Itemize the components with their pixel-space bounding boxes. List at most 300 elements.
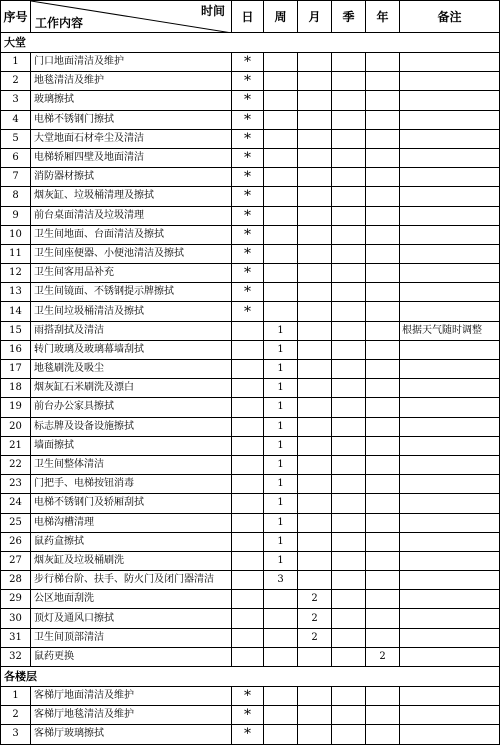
header-task: 工作内容 (35, 16, 84, 30)
row-day (232, 571, 264, 590)
row-month (298, 494, 332, 513)
row-note (400, 53, 500, 72)
row-number: 13 (1, 283, 31, 302)
row-number: 19 (1, 398, 31, 417)
row-week (264, 72, 298, 91)
table-row (1, 283, 500, 302)
row-day: * (232, 148, 264, 167)
row-number: 3 (1, 91, 31, 110)
table-row (1, 225, 500, 244)
row-note (400, 417, 500, 436)
row-day (232, 321, 264, 340)
row-day: * (232, 283, 264, 302)
row-task: 烟灰缸石米刷洗及漂白 (31, 379, 232, 398)
row-year (366, 706, 400, 725)
row-month (298, 187, 332, 206)
row-year (366, 53, 400, 72)
row-task: 卫生间座便器、小便池清洁及擦拭 (31, 244, 232, 263)
row-note (400, 168, 500, 187)
row-week (264, 687, 298, 706)
row-task: 烟灰缸、垃圾桶清理及擦拭 (31, 187, 232, 206)
row-number: 32 (1, 647, 31, 666)
section-header-row (1, 667, 500, 687)
row-year (366, 455, 400, 474)
row-number: 5 (1, 129, 31, 148)
row-number: 4 (1, 110, 31, 129)
row-number: 10 (1, 225, 31, 244)
row-task: 客梯厅地面清洁及维护 (31, 687, 232, 706)
row-task: 卫生间镜面、不锈钢提示牌擦拭 (31, 283, 232, 302)
row-task: 步行梯台阶、扶手、防火门及闭门器清洁 (31, 571, 232, 590)
table-row (1, 264, 500, 283)
row-note (400, 455, 500, 474)
row-note (400, 398, 500, 417)
row-year (366, 532, 400, 551)
row-task: 电梯不锈钢门擦拭 (31, 110, 232, 129)
row-day: * (232, 264, 264, 283)
row-number: 8 (1, 187, 31, 206)
row-quarter (332, 532, 366, 551)
row-week (264, 302, 298, 321)
row-month (298, 532, 332, 551)
row-year (366, 72, 400, 91)
table-row (1, 187, 500, 206)
row-number: 30 (1, 609, 31, 628)
table-row (1, 494, 500, 513)
table-row (1, 148, 500, 167)
table-row (1, 647, 500, 666)
row-week: 1 (264, 398, 298, 417)
row-year (366, 244, 400, 263)
table-row (1, 725, 500, 744)
row-year (366, 551, 400, 570)
row-note (400, 206, 500, 225)
row-month (298, 687, 332, 706)
row-task: 卫生间垃圾桶清洁及擦拭 (31, 302, 232, 321)
row-number: 2 (1, 72, 31, 91)
row-year (366, 168, 400, 187)
row-quarter (332, 321, 366, 340)
table-body (1, 33, 500, 745)
header-month: 月 (298, 1, 332, 33)
row-task: 卫生间地面、台面清洁及擦拭 (31, 225, 232, 244)
row-year (366, 340, 400, 359)
row-note (400, 513, 500, 532)
row-quarter (332, 725, 366, 744)
row-week (264, 148, 298, 167)
table-row (1, 628, 500, 647)
row-year (366, 91, 400, 110)
table-row (1, 532, 500, 551)
row-task: 电梯沟槽清理 (31, 513, 232, 532)
row-task: 大堂地面石材牵尘及清洁 (31, 129, 232, 148)
row-week: 1 (264, 417, 298, 436)
row-month (298, 168, 332, 187)
row-week: 1 (264, 513, 298, 532)
row-year (366, 206, 400, 225)
row-number: 31 (1, 628, 31, 647)
row-task: 鼠药更换 (31, 647, 232, 666)
row-number: 28 (1, 571, 31, 590)
table-row (1, 455, 500, 474)
header-time-task (31, 1, 232, 33)
row-month (298, 110, 332, 129)
row-month (298, 91, 332, 110)
row-day (232, 475, 264, 494)
header-week: 周 (264, 1, 298, 33)
row-note (400, 302, 500, 321)
table-row (1, 53, 500, 72)
table-row (1, 340, 500, 359)
table-row (1, 72, 500, 91)
row-number: 6 (1, 148, 31, 167)
row-day (232, 628, 264, 647)
row-week: 1 (264, 321, 298, 340)
row-quarter (332, 475, 366, 494)
row-day: * (232, 706, 264, 725)
row-day (232, 455, 264, 474)
row-number: 15 (1, 321, 31, 340)
row-note (400, 725, 500, 744)
table-row (1, 551, 500, 570)
row-day (232, 494, 264, 513)
table-row (1, 417, 500, 436)
row-week: 1 (264, 551, 298, 570)
row-month: 2 (298, 628, 332, 647)
header-year: 年 (366, 1, 400, 33)
row-note (400, 264, 500, 283)
row-number: 21 (1, 436, 31, 455)
row-week (264, 244, 298, 263)
table-row (1, 91, 500, 110)
row-year (366, 725, 400, 744)
row-day: * (232, 187, 264, 206)
table-row (1, 436, 500, 455)
row-year (366, 264, 400, 283)
row-day: * (232, 687, 264, 706)
row-task: 卫生间客用品补充 (31, 264, 232, 283)
row-number: 16 (1, 340, 31, 359)
row-month (298, 340, 332, 359)
row-quarter (332, 264, 366, 283)
table-row (1, 302, 500, 321)
row-task: 转门玻璃及玻璃幕墙刮拭 (31, 340, 232, 359)
row-month (298, 725, 332, 744)
row-month (298, 264, 332, 283)
row-quarter (332, 590, 366, 609)
row-quarter (332, 609, 366, 628)
row-quarter (332, 360, 366, 379)
table-row (1, 206, 500, 225)
row-task: 公区地面刮洗 (31, 590, 232, 609)
row-day: * (232, 53, 264, 72)
row-number: 17 (1, 360, 31, 379)
row-year (366, 436, 400, 455)
row-year (366, 590, 400, 609)
row-task: 卫生间顶部清洁 (31, 628, 232, 647)
row-month (298, 436, 332, 455)
row-year (366, 110, 400, 129)
row-quarter (332, 244, 366, 263)
row-year (366, 475, 400, 494)
table-row (1, 475, 500, 494)
row-year (366, 417, 400, 436)
row-week (264, 628, 298, 647)
row-task: 地毯刷洗及吸尘 (31, 360, 232, 379)
row-year (366, 321, 400, 340)
row-month (298, 571, 332, 590)
row-year (366, 687, 400, 706)
row-task: 标志牌及设备设施擦拭 (31, 417, 232, 436)
row-number: 29 (1, 590, 31, 609)
row-month (298, 53, 332, 72)
row-number: 1 (1, 687, 31, 706)
row-week (264, 283, 298, 302)
row-task: 电梯不锈钢门及轿厢刮拭 (31, 494, 232, 513)
section-title: 大堂 (1, 33, 500, 53)
table-row (1, 129, 500, 148)
row-week: 1 (264, 379, 298, 398)
header-quarter: 季 (332, 1, 366, 33)
row-task: 雨搭刮拭及清洁 (31, 321, 232, 340)
row-week: 1 (264, 455, 298, 474)
row-year (366, 302, 400, 321)
row-quarter (332, 551, 366, 570)
row-quarter (332, 187, 366, 206)
row-note (400, 647, 500, 666)
row-quarter (332, 436, 366, 455)
row-quarter (332, 129, 366, 148)
table-row (1, 244, 500, 263)
row-week (264, 706, 298, 725)
row-month (298, 129, 332, 148)
table-row (1, 590, 500, 609)
row-note (400, 91, 500, 110)
row-week (264, 647, 298, 666)
row-month (298, 647, 332, 666)
row-week: 1 (264, 532, 298, 551)
row-month (298, 475, 332, 494)
row-day (232, 513, 264, 532)
row-month (298, 72, 332, 91)
row-week: 1 (264, 494, 298, 513)
row-week (264, 725, 298, 744)
row-day: * (232, 302, 264, 321)
row-quarter (332, 628, 366, 647)
row-day (232, 436, 264, 455)
row-note (400, 609, 500, 628)
row-quarter (332, 398, 366, 417)
row-month (298, 360, 332, 379)
row-week: 1 (264, 340, 298, 359)
row-quarter (332, 687, 366, 706)
row-day: * (232, 168, 264, 187)
row-year (366, 513, 400, 532)
row-year: 2 (366, 647, 400, 666)
row-quarter (332, 206, 366, 225)
row-month (298, 551, 332, 570)
row-note: 根据天气随时调整 (400, 321, 500, 340)
row-day (232, 532, 264, 551)
row-quarter (332, 647, 366, 666)
row-note (400, 379, 500, 398)
row-quarter (332, 571, 366, 590)
row-task: 顶灯及通风口擦拭 (31, 609, 232, 628)
row-task: 卫生间整体清洁 (31, 455, 232, 474)
row-number: 12 (1, 264, 31, 283)
row-day (232, 417, 264, 436)
row-note (400, 72, 500, 91)
row-day: * (232, 72, 264, 91)
row-number: 11 (1, 244, 31, 263)
row-month (298, 321, 332, 340)
row-note (400, 532, 500, 551)
row-task: 前台桌面清洁及垃圾清理 (31, 206, 232, 225)
row-quarter (332, 168, 366, 187)
row-task: 地毯清洁及维护 (31, 72, 232, 91)
row-week (264, 264, 298, 283)
row-note (400, 148, 500, 167)
row-day (232, 551, 264, 570)
row-day: * (232, 244, 264, 263)
row-month (298, 706, 332, 725)
table-row (1, 706, 500, 725)
row-month (298, 283, 332, 302)
table-row (1, 571, 500, 590)
row-quarter (332, 340, 366, 359)
row-week (264, 206, 298, 225)
row-quarter (332, 72, 366, 91)
row-year (366, 225, 400, 244)
row-quarter (332, 110, 366, 129)
row-day (232, 609, 264, 628)
row-number: 22 (1, 455, 31, 474)
row-week (264, 129, 298, 148)
row-day: * (232, 91, 264, 110)
row-quarter (332, 91, 366, 110)
row-note (400, 187, 500, 206)
row-month (298, 513, 332, 532)
row-task: 客梯厅地毯清洁及维护 (31, 706, 232, 725)
row-day (232, 360, 264, 379)
row-number: 27 (1, 551, 31, 570)
row-month: 2 (298, 609, 332, 628)
header-seq: 序号 (1, 1, 31, 33)
row-year (366, 609, 400, 628)
row-month (298, 417, 332, 436)
row-month (298, 379, 332, 398)
row-day: * (232, 725, 264, 744)
row-quarter (332, 379, 366, 398)
row-quarter (332, 494, 366, 513)
row-task: 门口地面清洁及维护 (31, 53, 232, 72)
row-task: 玻璃擦拭 (31, 91, 232, 110)
row-week (264, 590, 298, 609)
row-task: 消防器材擦拭 (31, 168, 232, 187)
row-task: 电梯轿厢四壁及地面清洁 (31, 148, 232, 167)
row-week: 1 (264, 360, 298, 379)
row-week: 1 (264, 436, 298, 455)
header-time: 时间 (200, 4, 225, 18)
row-month (298, 244, 332, 263)
row-note (400, 571, 500, 590)
row-number: 18 (1, 379, 31, 398)
row-note (400, 436, 500, 455)
row-week: 1 (264, 475, 298, 494)
row-number: 23 (1, 475, 31, 494)
row-number: 20 (1, 417, 31, 436)
row-day (232, 590, 264, 609)
row-number: 9 (1, 206, 31, 225)
row-week (264, 53, 298, 72)
section-header-row (1, 33, 500, 53)
row-note (400, 475, 500, 494)
section-title: 各楼层 (1, 667, 500, 687)
row-year (366, 398, 400, 417)
row-day: * (232, 110, 264, 129)
row-number: 1 (1, 53, 31, 72)
row-quarter (332, 302, 366, 321)
row-week (264, 609, 298, 628)
row-quarter (332, 455, 366, 474)
row-day (232, 647, 264, 666)
table-row (1, 687, 500, 706)
row-note (400, 628, 500, 647)
row-day: * (232, 206, 264, 225)
row-note (400, 360, 500, 379)
row-note (400, 687, 500, 706)
row-quarter (332, 706, 366, 725)
row-number: 7 (1, 168, 31, 187)
row-month (298, 206, 332, 225)
row-week (264, 168, 298, 187)
row-day (232, 340, 264, 359)
row-quarter (332, 225, 366, 244)
row-week (264, 187, 298, 206)
row-quarter (332, 148, 366, 167)
row-task: 前台办公家具擦拭 (31, 398, 232, 417)
table-row (1, 379, 500, 398)
row-quarter (332, 417, 366, 436)
row-year (366, 379, 400, 398)
table-row (1, 398, 500, 417)
row-year (366, 628, 400, 647)
row-day: * (232, 129, 264, 148)
row-quarter (332, 53, 366, 72)
row-day (232, 379, 264, 398)
table-row (1, 360, 500, 379)
row-note (400, 494, 500, 513)
row-note (400, 340, 500, 359)
row-year (366, 283, 400, 302)
table-row (1, 513, 500, 532)
row-week (264, 110, 298, 129)
row-number: 3 (1, 725, 31, 744)
row-number: 24 (1, 494, 31, 513)
row-task: 鼠药盒擦拭 (31, 532, 232, 551)
row-day (232, 398, 264, 417)
row-note (400, 110, 500, 129)
row-year (366, 187, 400, 206)
row-number: 14 (1, 302, 31, 321)
row-number: 2 (1, 706, 31, 725)
row-month: 2 (298, 590, 332, 609)
row-year (366, 148, 400, 167)
row-year (366, 360, 400, 379)
row-task: 客梯厅玻璃擦拭 (31, 725, 232, 744)
header-note: 备注 (400, 1, 500, 33)
row-day: * (232, 225, 264, 244)
